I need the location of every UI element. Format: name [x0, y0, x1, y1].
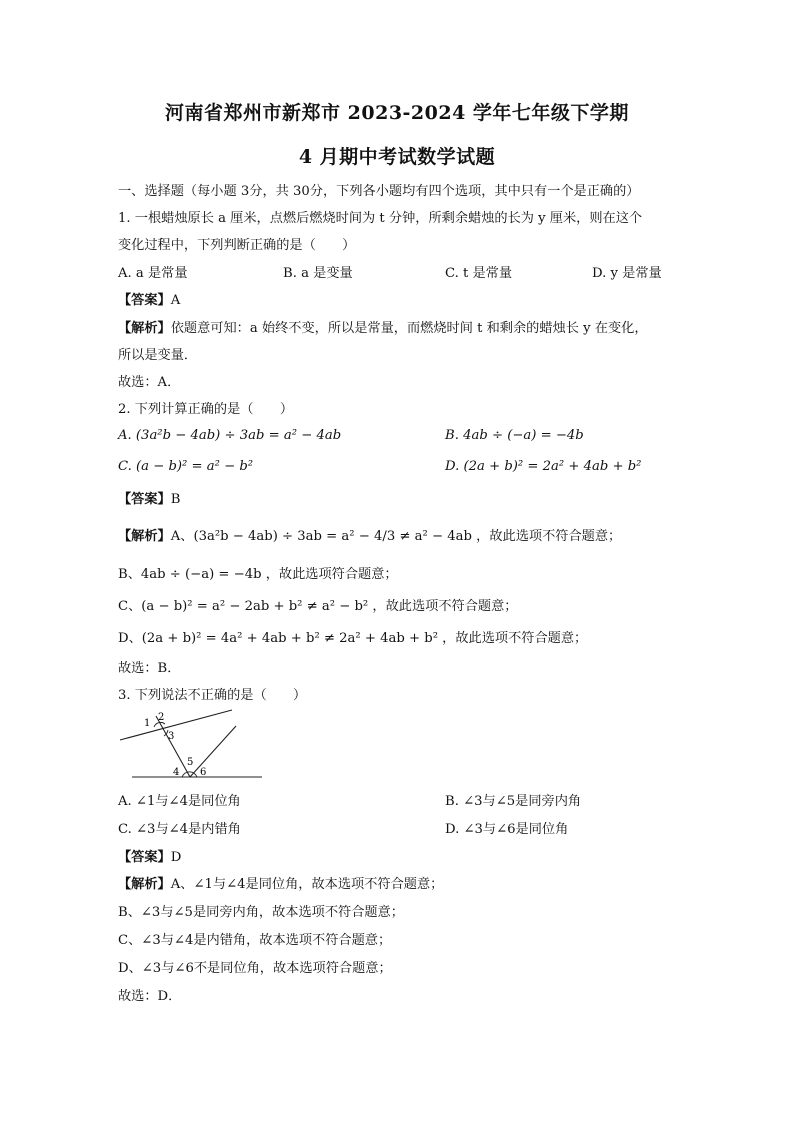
- q2-option-d: D. (2a + b)² = 2a² + 4ab + b²: [445, 459, 642, 474]
- q3-analysis-b: B、∠3与∠5是同旁内角，故本选项不符合题意；: [118, 905, 404, 920]
- angle-label-2: 2: [158, 712, 165, 723]
- q1-option-c: C. t 是常量: [445, 266, 513, 281]
- answer-label: 【答案】: [118, 492, 171, 507]
- q2-option-b: B. 4ab ÷ (−a) = −4b: [445, 428, 584, 443]
- q1-stem-line1: 1. 一根蜡烛原长 a 厘米，点燃后燃烧时间为 t 分钟，所剩余蜡烛的长为 y 厘米，则在这个: [118, 211, 643, 226]
- answer-value: D: [170, 850, 182, 865]
- answer-value: A: [170, 293, 181, 308]
- q1-option-a: A. a 是常量: [118, 266, 188, 281]
- angle-label-3: 3: [168, 731, 175, 742]
- document-title-line2: 4 月期中考试数学试题: [298, 146, 496, 168]
- q2-analysis-b: B、4ab ÷ (−a) = −4b ，故此选项符合题意；: [118, 567, 398, 582]
- angle-figure: [118, 706, 268, 782]
- answer-value: B: [170, 492, 181, 507]
- q3-stem: 3. 下列说法不正确的是（ ）: [118, 688, 307, 703]
- analysis-label: 【解析】: [118, 877, 171, 892]
- analysis-label: 【解析】: [118, 321, 171, 336]
- answer-label: 【答案】: [118, 293, 171, 308]
- q2-conclusion: 故选：B．: [118, 661, 181, 676]
- q2-analysis-d: D、(2a + b)² = 4a² + 4ab + b² ≠ 2a² + 4ab + b² ，故此选项不符合题意；: [118, 631, 588, 646]
- q2-answer: [118, 488, 180, 507]
- q1-analysis-line1: [118, 317, 648, 336]
- q3-option-c: C. ∠3与∠4是内错角: [118, 822, 241, 837]
- q3-option-b: B. ∠3与∠5是同旁内角: [445, 794, 582, 809]
- q1-answer: [118, 289, 180, 308]
- q3-analysis-c: C、∠3与∠4是内错角，故本选项不符合题意；: [118, 933, 392, 948]
- q2-option-c: C. (a − b)² = a² − b²: [118, 459, 254, 474]
- analysis-text: A、(3a²b − 4ab) ÷ 3ab = a² − 4/3 ≠ a² − 4ab ，故此选项不符合题意；: [170, 529, 622, 544]
- q1-conclusion: 故选：A．: [118, 375, 181, 390]
- q3-analysis-a: [118, 873, 443, 892]
- q3-answer: [118, 846, 181, 865]
- angle-label-6: 6: [200, 767, 207, 778]
- q2-stem: 2. 下列计算正确的是（ ）: [118, 402, 294, 417]
- q3-conclusion: 故选：D．: [118, 989, 182, 1004]
- q2-analysis-a: [118, 525, 621, 544]
- document-title-line1: 河南省郑州市新郑市 2023-2024 学年七年级下学期: [165, 102, 629, 124]
- q1-stem-line2: 变化过程中，下列判断正确的是（ ）: [118, 238, 356, 253]
- q2-option-a: A. (3a²b − 4ab) ÷ 3ab = a² − 4ab: [118, 428, 342, 443]
- answer-label: 【答案】: [118, 850, 171, 865]
- q1-option-d: D. y 是常量: [592, 266, 662, 281]
- q2-analysis-c: C、(a − b)² = a² − 2ab + b² ≠ a² − b² ，故此选项不符合题意；: [118, 599, 518, 614]
- q3-analysis-d: D、∠3与∠6不是同位角，故本选项符合题意；: [118, 961, 392, 976]
- angle-label-5: 5: [187, 757, 194, 768]
- angle-label-1: 1: [144, 718, 151, 729]
- analysis-text: A、∠1与∠4是同位角，故本选项不符合题意；: [170, 877, 444, 892]
- q1-option-b: B. a 是变量: [283, 266, 353, 281]
- q3-option-a: A. ∠1与∠4是同位角: [118, 794, 241, 809]
- analysis-label: 【解析】: [118, 529, 171, 544]
- q3-option-d: D. ∠3与∠6是同位角: [445, 822, 569, 837]
- angle-label-4: 4: [173, 767, 180, 778]
- q1-analysis-line2: 所以是变量．: [118, 348, 198, 363]
- section-header: 一、选择题（每小题 3分，共 30分，下列各小题均有四个选项，其中只有一个是正确的）: [118, 184, 640, 199]
- analysis-text: 依题意可知：a 始终不变，所以是常量，而燃烧时间 t 和剩余的蜡烛长 y 在变化，: [170, 321, 648, 336]
